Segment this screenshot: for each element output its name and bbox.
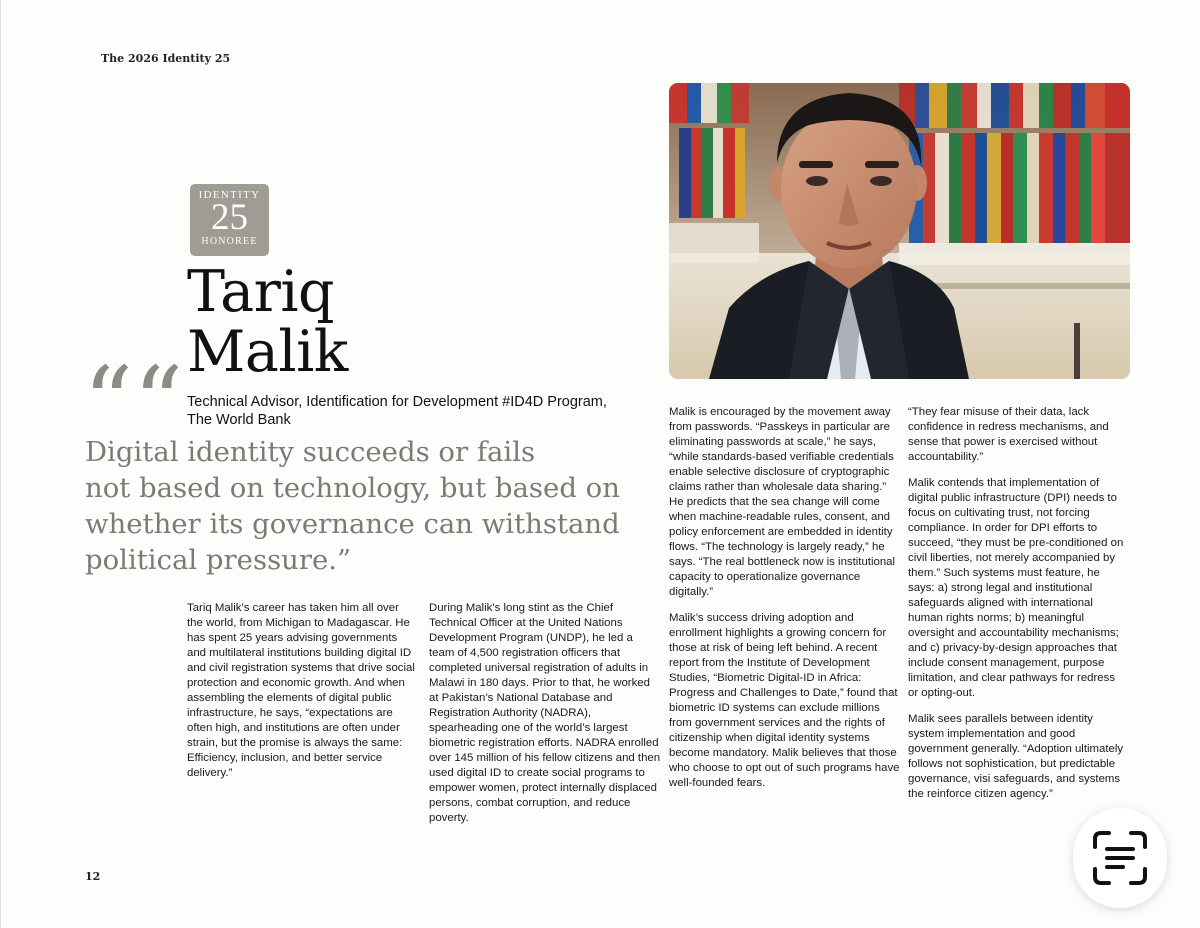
live-text-scan-button[interactable] (1073, 808, 1167, 908)
quote-mark-icon: ““ (83, 347, 184, 461)
honoree-name (187, 259, 348, 385)
first-name: Tariq (187, 259, 335, 325)
live-text-scan-icon (1091, 829, 1149, 887)
body-paragraph: Malik contends that implementation of digital public infrastructure (DPI) needs to focus on cultivating trust, not forcing compliance. In order for DPI efforts to succeed, “they must be pre-conditioned on civil liberties, not merely accompanied by them.” Such systems must feature, he says: a) strong legal and institutional safeguards aligned with international human rights norms; b) meaningful oversight and accountability mechanisms; and c) privacy-by-design approaches that include consent management, purpose limitation, and clear pathways for redress or opting-out. (908, 477, 1124, 699)
body-paragraph: Tariq Malik’s career has taken him all over the world, from Michigan to Madagascar. He has spent 25 years advising governments and multilateral institutions building digital ID and civil registration systems that drive social protection and economic growth. And when assembling the elements of digital public infrastructure, he says, “expectations are often high, and institutions are often under strain, but the promise is always the same: Efficiency, inclusion, and better service delivery.” (187, 602, 415, 779)
badge-bottom-text: HONOREE (201, 236, 258, 247)
body-paragraph: During Malik’s long stint as the Chief Technical Officer at the United Nations Development Program (UNDP), he led a team of 4,500 registration officers that completed universal registration of adults in Malawi in 180 days. Prior to that, he worked at Pakistan’s National Database and Registration Authority (NADRA), spearheading one of the world’s largest biometric registration efforts. NADRA enrolled over 145 million of his fellow citizens and then used digital ID to create social programs to empower women, protect internally displaced persons, combat corruption, and reduce poverty. (429, 602, 661, 824)
honoree-badge (190, 184, 269, 256)
role-line-1: Technical Advisor, Identification for Development #ID4D Program, (187, 394, 607, 410)
body-column-4 (908, 405, 1126, 813)
role-line-2: The World Bank (187, 412, 291, 428)
portrait-illustration (669, 83, 1130, 379)
body-paragraph: Malik’s success driving adoption and enrollment highlights a growing concern for those at risk of being left behind. A recent report from the Institute of Development Studies, “Biometric Digital-ID in Africa: Progress and Challenges to Date,” found that biometric ID systems can exclude millions from government services and the rights of citizenship when digital identity systems become mandatory. Malik believes that those who choose to opt out of such programs have well-founded fears. (669, 612, 900, 789)
pull-quote-line: Digital identity succeeds or fails (85, 436, 536, 468)
scan-button-shadow (1031, 800, 1071, 900)
running-head: The 2026 Identity 25 (101, 52, 231, 65)
body-paragraph: “They fear misuse of their data, lack confidence in redress mechanisms, and sense that power is exercised without accountability.” (908, 406, 1109, 463)
body-column-3 (669, 405, 901, 802)
last-name: Malik (187, 319, 348, 385)
badge-top-text: IDENTITY (198, 189, 261, 201)
portrait-photo (669, 83, 1130, 379)
body-column-1 (187, 601, 417, 792)
pull-quote-line: political pressure.” (85, 544, 352, 576)
pull-quote-line: not based on technology, but based on (85, 472, 620, 504)
pull-quote-line: whether its governance can withstand (85, 508, 620, 540)
honoree-role (187, 393, 657, 429)
badge-number: 25 (211, 197, 248, 238)
body-paragraph: Malik is encouraged by the movement away from passwords. “Passkeys in particular are eliminating passwords at scale,” he says, “while standards-based verifiable credentials enable selective disclosure of cryptographic claims rather than wholesale data sharing.” He predicts that the sea change will come when machine-readable rules, consent, and policy enforcement are embedded in identity flows. “The technology is largely ready,” he says. “The real bottleneck now is institutional capacity to operationalize governance digitally.” (669, 406, 896, 598)
page-number: 12 (85, 870, 101, 883)
body-paragraph: Malik sees parallels between identity system implementation and good government generally. “Adoption ultimately follows not sophistication, but predictable governance, visi safeguards, and systems the reinforce citizen agency.” (908, 713, 1124, 800)
body-column-2 (429, 601, 661, 837)
pull-quote (85, 434, 675, 578)
